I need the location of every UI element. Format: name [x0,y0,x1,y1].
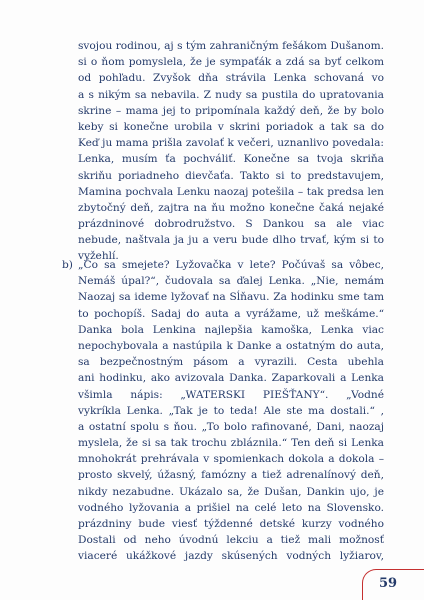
text-line: Dostali od neho úvodnú lekciu a tiež mali možnosť [78,534,384,547]
text-line: Naozaj sa ideme lyžovať na Sĺňavu. Za hodinku sme tam [78,291,384,304]
text-line: od pohľadu. Zvyšok dňa strávila Lenka schovaná vo [78,72,384,85]
text-line: ani hodinku, ako avizovala Danka. Zaparkovali a Lenka [78,372,384,385]
text-line: skrine – mama jej to pripomínala každý deň, že by bolo [78,104,384,117]
page-number: 59 [378,576,398,591]
text-line: sa bezpečnostným pásom a vyrazili. Cesta ubehla [78,356,384,369]
text-line: viaceré ukážkové jazdy skúsených vodných lyžiarov, [78,550,384,563]
text-line: a s nikým sa nebavila. Z nudy sa pustila do upratovania [78,88,384,101]
list-marker: b) [62,259,73,271]
text-line: keby si konečne urobila v skrini poriadok a tak sa do [78,120,384,133]
text-line: mnohokrát prehrávala v spomienkach dokola a dokola – [78,453,384,466]
text-line: a ostatní spolu s ňou. „To bolo rafinované, Dani, naozaj [78,420,384,433]
text-line: myslela, že si sa tak trochu zbláznila.“ Ten deň si Lenka [78,437,384,450]
text-line: nepochybovala a nastúpila k Danke a ostatným do auta, [78,339,384,352]
text-line: prosto skvelý, úžasný, famózny a tiež adrenalínový deň, [78,469,384,482]
text-line: si o ňom pomyslela, že je sympaťák a zdá sa byť celkom [78,56,384,69]
paragraph-a [78,38,384,265]
text-line: prázdniny bude viesť týždenné detské kurzy vodného [78,518,384,530]
text-line: Mamina pochvala Lenku naozaj potešila – tak predsa len [78,185,384,198]
paragraph-b [62,257,384,565]
text-line: všimla nápis: „WATERSKI PIEŠŤANY“. „Vodné [78,388,384,401]
text-line: zbytočný deň, zajtra na ňu možno konečne čaká nejaké [78,201,384,214]
text-line: svojou rodinou, aj s tým zahraničným fešákom Dušanom. [78,40,384,52]
text-line: nikdy nezabudne. Ukázalo sa, že Dušan, Dankin ujo, je [78,485,384,498]
text-line: Danka bola Lenkina najlepšia kamoška, Lenka viac [78,323,384,336]
text-line: to pochopíš. Sadaj do auta a vyrážame, už meškáme.“ [78,307,384,320]
text-line: nebude, naštvala ja ju a veru bude dlho trvať, kým si to [78,234,384,247]
text-line: vykríkla Lenka. „Tak je to teda! Ale ste ma dostali.“ , [78,404,384,417]
text-line: vyžehlí. [78,250,119,263]
text-line: vodného lyžovania a prišiel na celé leto na Slovensko. [78,501,384,514]
text-line: Nemáš úpal?“, čudovala sa ďalej Lenka. „Nie, nemám [78,275,384,288]
text-line: Keď ju mama prišla zavolať k večeri, uznanlivo povedala: [78,137,384,150]
text-line: prázdninové dobrodružstvo. S Dankou sa ale viac [78,218,384,231]
text-line: „Čo sa smejete? Lyžovačka v lete? Počúvaš sa vôbec, [78,259,384,271]
text-line: skriňu poriadneho dievčaťa. Takto si to predstavujem, [78,169,384,182]
text-line: Lenka, musím ťa pochváliť. Konečne sa tvoja skriňa [78,153,384,166]
